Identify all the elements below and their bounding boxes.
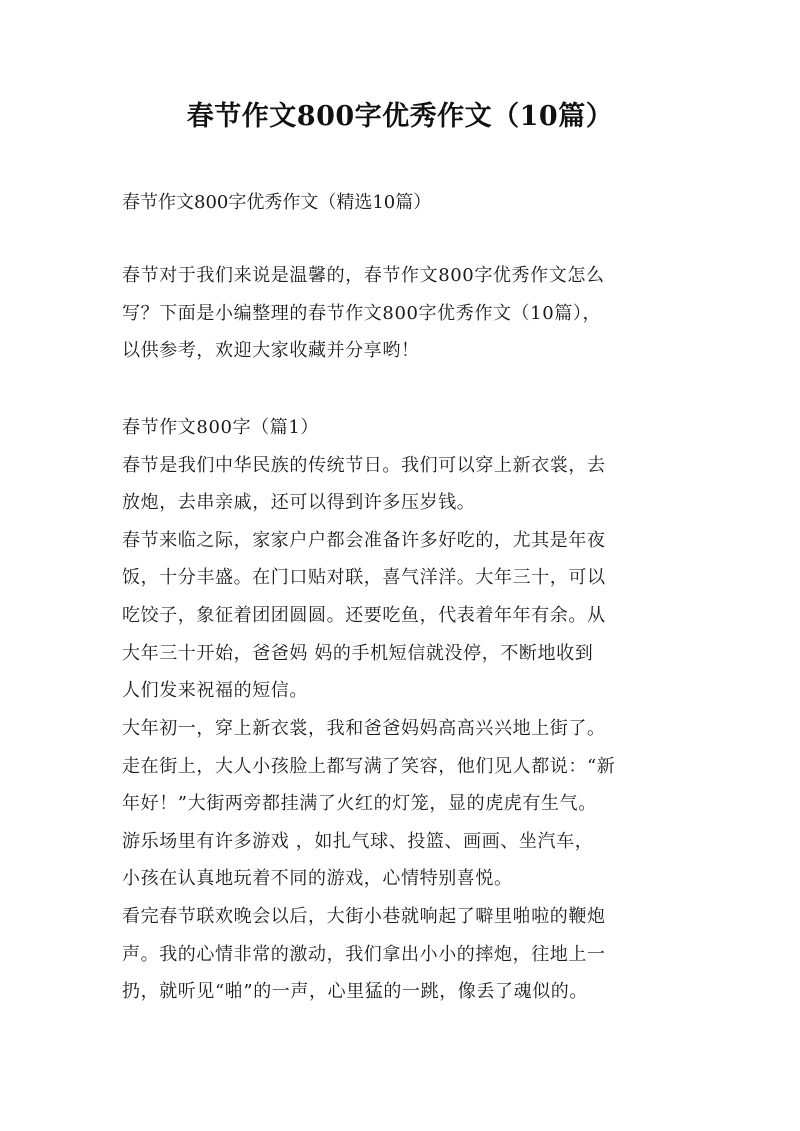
body-line: 年好！”大街两旁都挂满了火红的灯笼，显的虎虎有生气。 (122, 793, 597, 814)
body-line: 看完春节联欢晚会以后，大街小巷就响起了噼里啪啦的鞭炮 (122, 906, 606, 927)
intro-line: 写？下面是小编整理的春节作文800字优秀作文（10篇）， (122, 303, 602, 324)
body-line: 春节是我们中华民族的传统节日。我们可以穿上新衣裳，去 (122, 455, 606, 476)
document-subtitle: 春节作文800字优秀作文（精选10篇） (122, 192, 432, 213)
body-line: 扔，就听见“啪”的一声，心里猛的一跳，像丢了魂似的。 (122, 981, 589, 1002)
body-line: 人们发来祝福的短信。 (122, 680, 308, 701)
section-heading: 春节作文800字（篇1） (122, 417, 320, 438)
body-line: 大年初一，穿上新衣裳，我和爸爸妈妈高高兴兴地上街了。 (122, 718, 606, 739)
body-line: 饭，十分丰盛。在门口贴对联，喜气洋洋。大年三十，可以 (122, 567, 606, 588)
body-line: 小孩在认真地玩着不同的游戏，心情特别喜悦。 (122, 868, 513, 889)
body-line: 声。我的心情非常的激动，我们拿出小小的摔炮，往地上一 (122, 944, 606, 965)
document-title: 春节作文800字优秀作文（10篇） (186, 101, 614, 132)
intro-line: 以供参考，欢迎大家收藏并分享哟！ (122, 340, 420, 361)
intro-line: 春节对于我们来说是温馨的，春节作文800字优秀作文怎么 (122, 265, 605, 286)
body-line: 吃饺子，象征着团团圆圆。还要吃鱼，代表着年年有余。从 (122, 605, 606, 626)
body-line: 大年三十开始，爸爸妈 妈的手机短信就没停，不断地收到 (122, 643, 594, 664)
body-line: 走在街上，大人小孩脸上都写满了笑容，他们见人都说：“新 (122, 756, 616, 777)
body-line: 放炮，去串亲戚，还可以得到许多压岁钱。 (122, 492, 476, 513)
body-line: 游乐场里有许多游戏 ，如扎气球、投篮、画画、坐汽车， (122, 831, 594, 852)
body-line: 春节来临之际，家家户户都会准备许多好吃的，尤其是年夜 (122, 530, 606, 551)
